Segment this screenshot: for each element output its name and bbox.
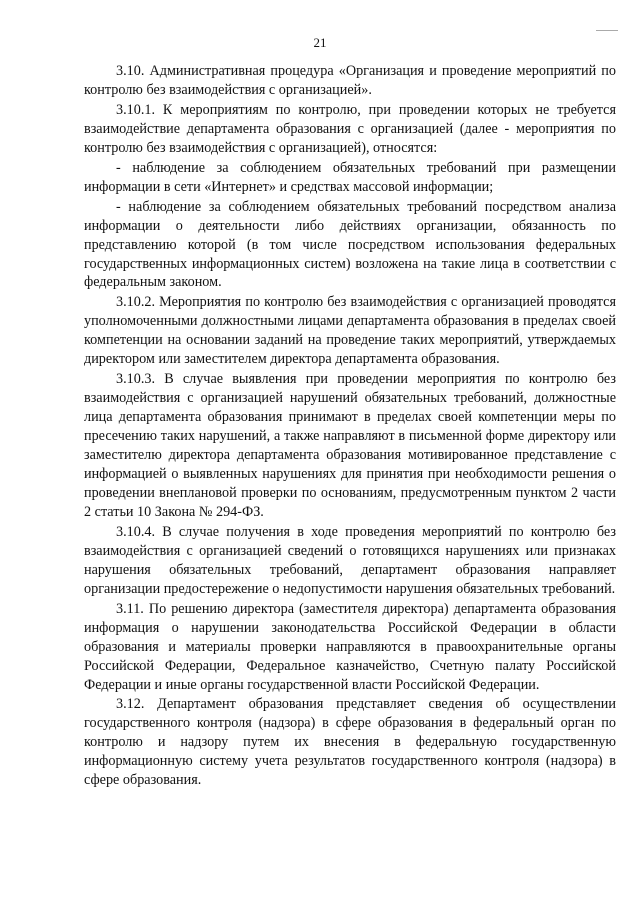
list-item-internet-monitoring: - наблюдение за соблюдением обязательных требований при размещении информации в сети «Интернет» и средствах массовой информации; <box>84 159 616 195</box>
scan-mark <box>596 30 618 31</box>
paragraph-3-10: 3.10. Административная процедура «Организация и проведение мероприятий по контролю без взаимодействия с организацией». <box>84 63 616 98</box>
paragraph-3-10-2: 3.10.2. Мероприятия по контролю без взаимодействия с организацией проводятся уполномоченными должностными лицами департамента образования в пределах своей компетенции на основании заданий на проведение таких мероприятий, утверждаемых директором или заместителем директора департамента образования. <box>84 294 616 368</box>
paragraph-3-12: 3.12. Департамент образования представляет сведения об осуществлении государственного контроля (надзора) в сфере образования в федеральный орган по контролю и надзору путем их внесения в федеральную государственную информационную систему учета результатов государственного контроля (надзора) в сфере образования. <box>84 696 616 789</box>
page-number: 21 <box>313 35 327 50</box>
list-item-information-analysis: - наблюдение за соблюдением обязательных требований посредством анализа информации о деятельности либо действиях организации, обязанность по представлению которой (в том числе посредством использования федеральных государственных информационных систем) возложена на такие лица в соответствии с федеральным законом. <box>84 198 616 291</box>
document-body <box>84 62 616 791</box>
paragraph-3-10-1: 3.10.1. К мероприятиям по контролю, при проведении которых не требуется взаимодействие департамента образования с организацией (далее - мероприятия по контролю без взаимодействия с организацией), относятся: <box>84 101 616 156</box>
paragraph-3-11: 3.11. По решению директора (заместителя директора) департамента образования информация о нарушении законодательства Российской Федерации в области образования и материалы проверки направляются в правоохранительные органы Российской Федерации, Федеральное казначейство, Счетную палату Российской Федерации и иные органы государственной власти Российской Федерации. <box>84 600 616 693</box>
paragraph-3-10-4: 3.10.4. В случае получения в ходе проведения мероприятий по контролю без взаимодействия с организацией сведений о готовящихся нарушениях или признаках нарушения обязательных требований, департамент образования направляет организации предостережение о недопустимости нарушения обязательных требований. <box>84 523 616 597</box>
paragraph-3-10-3: 3.10.3. В случае выявления при проведении мероприятия по контролю без взаимодействия с организацией нарушений обязательных требований, должностные лица департамента образования принимают в пределах своей компетенции меры по пресечению таких нарушений, а также направляют в письменной форме директору или заместителю директора департамента образования мотивированное представление с информацией о выявленных нарушениях для принятия при необходимости решения о проведении внеплановой проверки по основаниям, предусмотренным пунктом 2 части 2 статьи 10 Закона № 294-ФЗ. <box>84 371 616 520</box>
